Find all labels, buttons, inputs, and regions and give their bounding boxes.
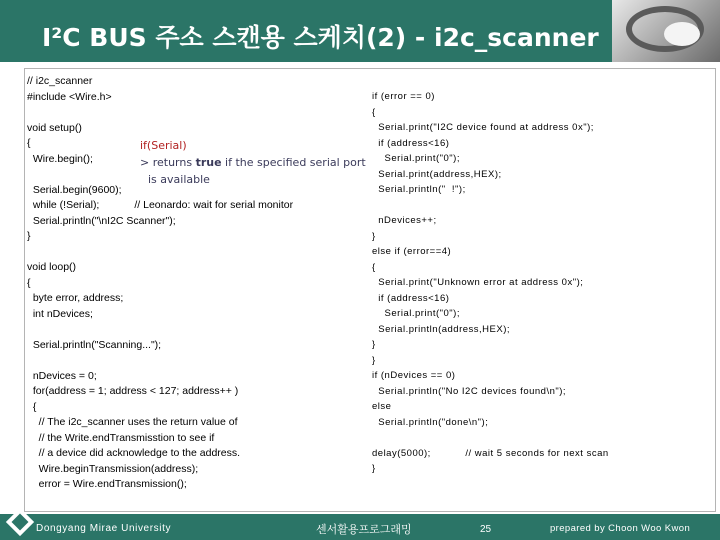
footer-author: prepared by Choon Woo Kwon (550, 523, 691, 534)
code-block-right: if (error == 0) { Serial.print("I2C device found at address 0x"); if (address<16) Serial.print("0"); Serial.print(address,HEX); Serial.println(" !"); nDevices++; } else if (error==4) { Serial.print("Unknown error at address 0x"); if (address<16) Serial.print("0"); Serial.println(address,HEX); } } if (nDevices == 0) Serial.println("No I2C devices found\n"); else Serial.println("done\n"); delay(5000); // wait 5 seconds for next scan } (372, 91, 609, 474)
callout-suffix: if the specified serial port (221, 156, 366, 169)
callout-keyword: if(Serial) (140, 139, 187, 152)
footer-course: 센서활용프로그래밍 (316, 523, 412, 536)
logo-icon (612, 0, 720, 62)
callout-note (140, 137, 368, 188)
logo-highlight (664, 22, 700, 46)
code-block-left: // i2c_scanner #include <Wire.h> void setup() { Wire.begin(); Serial.begin(9600); while (!Serial); // Leonardo: wait for serial monitor Serial.println("\nI2C Scanner"); } void loop() { byte error, address; int nDevices; Serial.println("Scanning..."); nDevices = 0; for(address = 1; address < 127; address++ ) { // The i2c_scanner uses the return value of // the Write.endTransmisstion to see if // a device did acknowledge to the address. Wire.beginTransmission(address); error = Wire.endTransmission(); (27, 75, 294, 490)
footer-university: Dongyang Mirae University (36, 523, 172, 534)
callout-bold: true (195, 156, 222, 169)
diamond-inner (12, 514, 29, 531)
slide-title: I²C BUS 주소 스캔용 스케치(2) - i2c_scanner (42, 23, 599, 52)
page-number: 25 (480, 524, 492, 535)
slide-header (0, 0, 720, 62)
slide-footer (0, 514, 720, 540)
callout-prefix: > returns (140, 156, 196, 169)
callout-line3: is available (148, 173, 210, 186)
